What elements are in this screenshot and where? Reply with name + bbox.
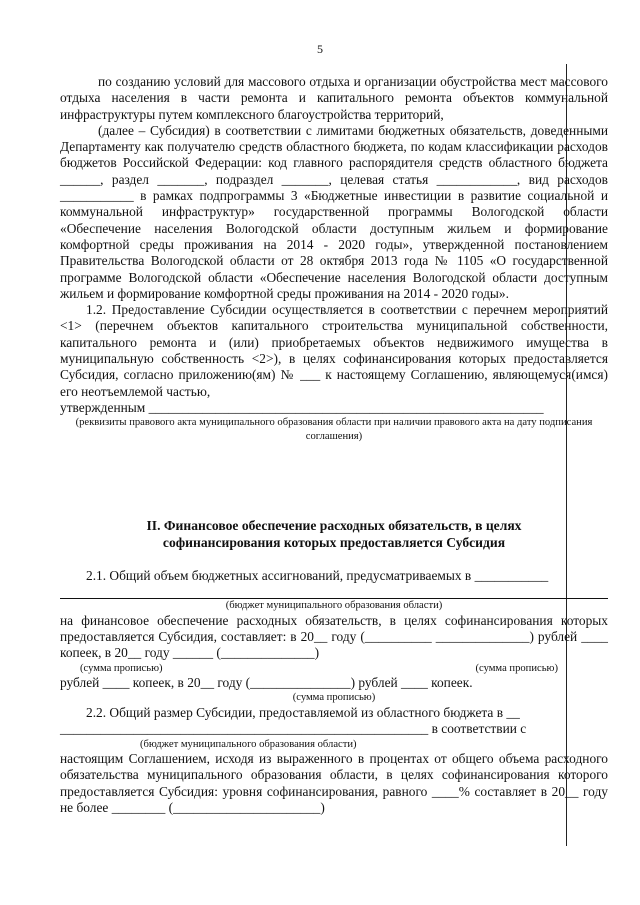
budget-line xyxy=(60,584,608,599)
legal-act-note: (реквизиты правового акта муниципального образования области при наличии правового акта на дату подписания соглашения) xyxy=(75,417,593,442)
page-number: 5 xyxy=(317,42,323,56)
paragraph-1-2: 1.2. Предоставление Субсидии осуществляется в соответствии с перечнем мероприятий <1> (перечнем объектов капитального строительства муниципальной собственности, капитального ремонта и (или) приобретаемых объектов недвижимого имущества в муниципальную собственность <2>), в целях софинансирования которых предоставляется Субсидия, согласно приложению(ям) № ___ к настоящему Соглашению, являющемуся(имся) его неотъемлемой частью, xyxy=(60,302,608,399)
paragraph-2-2-line-2: _______________________________________________________ в соответствии с xyxy=(60,721,527,737)
section-1-text xyxy=(60,74,608,443)
paragraph-2-2-body: настоящим Соглашением, исходя из выраженного в процентах от общего объема расходного обязательства муниципального образования области, в целях софинансирования которого предоставляется Субсидия: уровня софинансирования, равного ____% составляет в 20__ году не более ________ (______________________) xyxy=(60,751,608,815)
section-2 xyxy=(60,518,608,552)
paragraph-1: по созданию условий для массового отдыха и организации обустройства мест массового отдыха населения в части ремонта и капитального ремонта объектов коммунальной инфраструктуры путем комплексного благоустройства территорий, xyxy=(60,74,608,122)
section-2-text xyxy=(60,568,608,816)
paragraph-2-2: 2.2. Общий размер Субсидии, предоставляемой из областного бюджета в __ xyxy=(86,704,520,720)
paragraph-2-1-line-3: рублей ____ копеек, в 20__ году (_______________) рублей ____ копеек. xyxy=(60,675,473,691)
section-2-title-line-2: софинансирования которых предоставляется Субсидия xyxy=(162,534,506,550)
section-2-title-line-1: II. Финансовое обеспечение расходных обязательств, в целях xyxy=(146,518,522,533)
paragraph-2-1: 2.1. Общий объем бюджетных ассигнований, предусматриваемых в ___________ xyxy=(86,568,549,583)
amount-note-left: (сумма прописью) xyxy=(80,662,163,674)
amount-notes-row xyxy=(60,662,608,676)
amount-note-right: (сумма прописью) xyxy=(475,662,558,674)
budget-note-2: (бюджет муниципального образования области) xyxy=(140,738,357,750)
budget-note: (бюджет муниципального образования области) xyxy=(225,600,443,612)
paragraph-2: (далее – Субсидия) в соответствии с лимитами бюджетных обязательств, доведенными Департаменту как получателю средств областного бюджета, по кодам классификации расходов бюджетов Российской Федерации: код главного распорядителя средств областного бюджета ______, раздел _______, подраздел _______, целевая статья ____________, вид расходов ___________ в рамках подпрограммы 3 «Бюджетные инвестиции в развитие социальной и коммунальной инфраструктур» государственной программы Вологодской области «Обеспечение населения Вологодской области доступным жильем и формирование комфортной среды проживания на 2014 - 2020 годы», утвержденной постановлением Правительства Вологодской области от 28 октября 2013 года № 1105 «О государственной программе Вологодской области «Обеспечение населения Вологодской области доступным жильем и формирование комфортной среды проживания на 2014 - 2020 годы». xyxy=(60,122,608,301)
amount-note-3: (сумма прописью) xyxy=(292,692,376,704)
paragraph-2-1-body: на финансовое обеспечение расходных обязательств, в целях софинансирования которых предоставляется Субсидия, составляет: в 20__ году (__________ ______________) рублей ____ копеек, в 20__ году ______ (______________) xyxy=(60,612,608,661)
paragraph-1-2-tail: утвержденным ___________________________________________________________ xyxy=(60,399,544,415)
